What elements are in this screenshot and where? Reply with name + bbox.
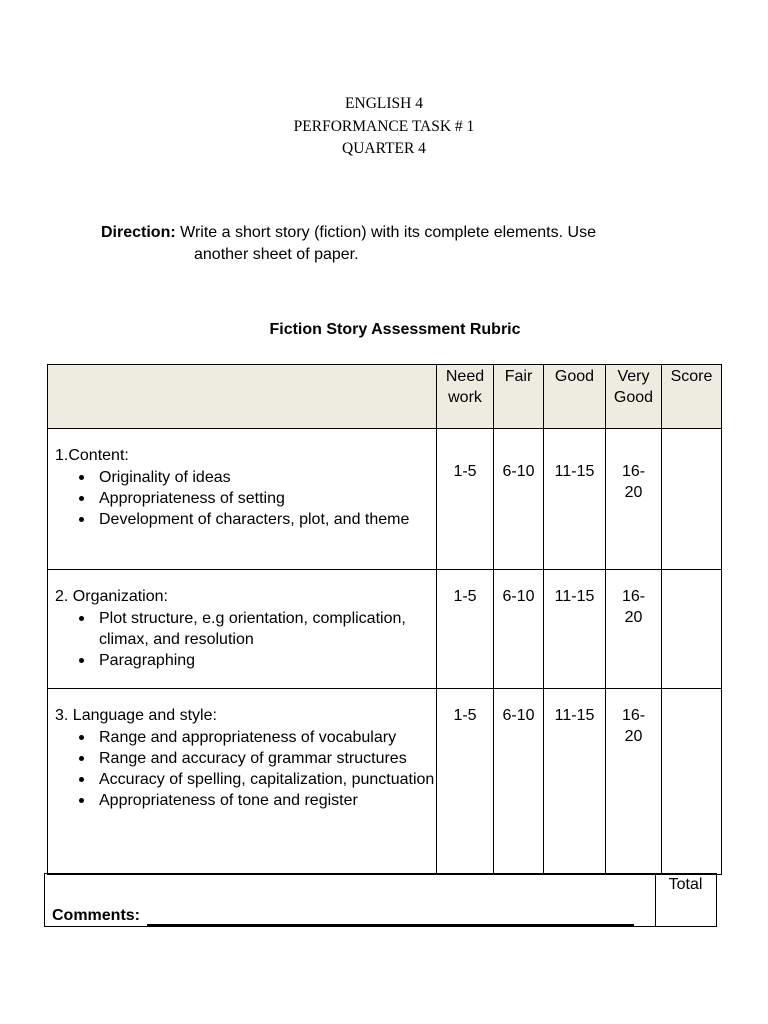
subject-title: ENGLISH 4 (345, 95, 423, 112)
need-work-cell: 1-5 (437, 429, 494, 570)
fair-header: Fair (494, 365, 544, 429)
list-item: Plot structure, e.g orientation, complication, climax, and resolution (99, 608, 436, 650)
need-work-cell: 1-5 (437, 570, 494, 689)
list-item: Range and accuracy of grammar structures (99, 748, 436, 769)
rubric-header-row (48, 365, 722, 429)
score-cell[interactable] (662, 570, 722, 689)
criteria-heading: 2. Organization: (55, 588, 168, 605)
list-item: Appropriateness of tone and register (99, 790, 436, 811)
need-work-cell: 1-5 (437, 689, 494, 875)
table-row (48, 570, 722, 689)
criteria-cell-organization (48, 570, 437, 689)
fair-cell: 6-10 (494, 570, 544, 689)
criteria-heading: 3. Language and style: (55, 707, 217, 724)
very-good-cell: 16- 20 (606, 429, 662, 570)
score-header: Score (662, 365, 722, 429)
list-item: Range and appropriateness of vocabulary (99, 727, 436, 748)
task-title: PERFORMANCE TASK # 1 (293, 117, 475, 135)
list-item: Paragraphing (99, 650, 436, 671)
good-cell: 11-15 (544, 570, 606, 689)
list-item: Accuracy of spelling, capitalization, punctuation (99, 771, 435, 788)
need-work-header: Need work (437, 365, 494, 429)
very-good-cell: 16- 20 (606, 689, 662, 875)
score-cell[interactable] (662, 689, 722, 875)
very-good-cell: 16- 20 (606, 570, 662, 689)
table-row (48, 429, 722, 570)
total-label: Total (668, 876, 703, 893)
direction-text-continued: another sheet of paper. (194, 246, 359, 263)
criteria-heading: 1.Content: (55, 447, 129, 464)
table-row (48, 689, 722, 875)
total-box[interactable] (655, 873, 717, 927)
comments-box (44, 873, 656, 927)
fair-cell: 6-10 (494, 429, 544, 570)
good-cell: 11-15 (544, 429, 606, 570)
score-cell[interactable] (662, 429, 722, 570)
document-header (0, 93, 768, 161)
list-item: Appropriateness of setting (99, 488, 436, 509)
list-item: Originality of ideas (99, 467, 436, 488)
fair-cell: 6-10 (494, 689, 544, 875)
criteria-cell-content (48, 429, 437, 570)
criteria-list (55, 467, 436, 530)
rubric-title: Fiction Story Assessment Rubric (269, 321, 521, 338)
quarter-title: QUARTER 4 (342, 140, 426, 157)
good-cell: 11-15 (544, 689, 606, 875)
direction-label: Direction: (101, 224, 176, 241)
very-good-header: Very Good (606, 365, 662, 429)
direction-block (101, 222, 701, 266)
good-header: Good (544, 365, 606, 429)
list-item: Development of characters, plot, and theme (99, 509, 436, 530)
criteria-list (55, 608, 436, 671)
criteria-list (55, 727, 436, 811)
criteria-cell-language (48, 689, 437, 875)
comments-line[interactable] (147, 924, 634, 926)
direction-text: Write a short story (fiction) with its complete elements. Use (180, 224, 596, 241)
comments-label: Comments: (52, 907, 141, 924)
rubric-table (47, 364, 722, 875)
criteria-header-cell (48, 365, 437, 429)
